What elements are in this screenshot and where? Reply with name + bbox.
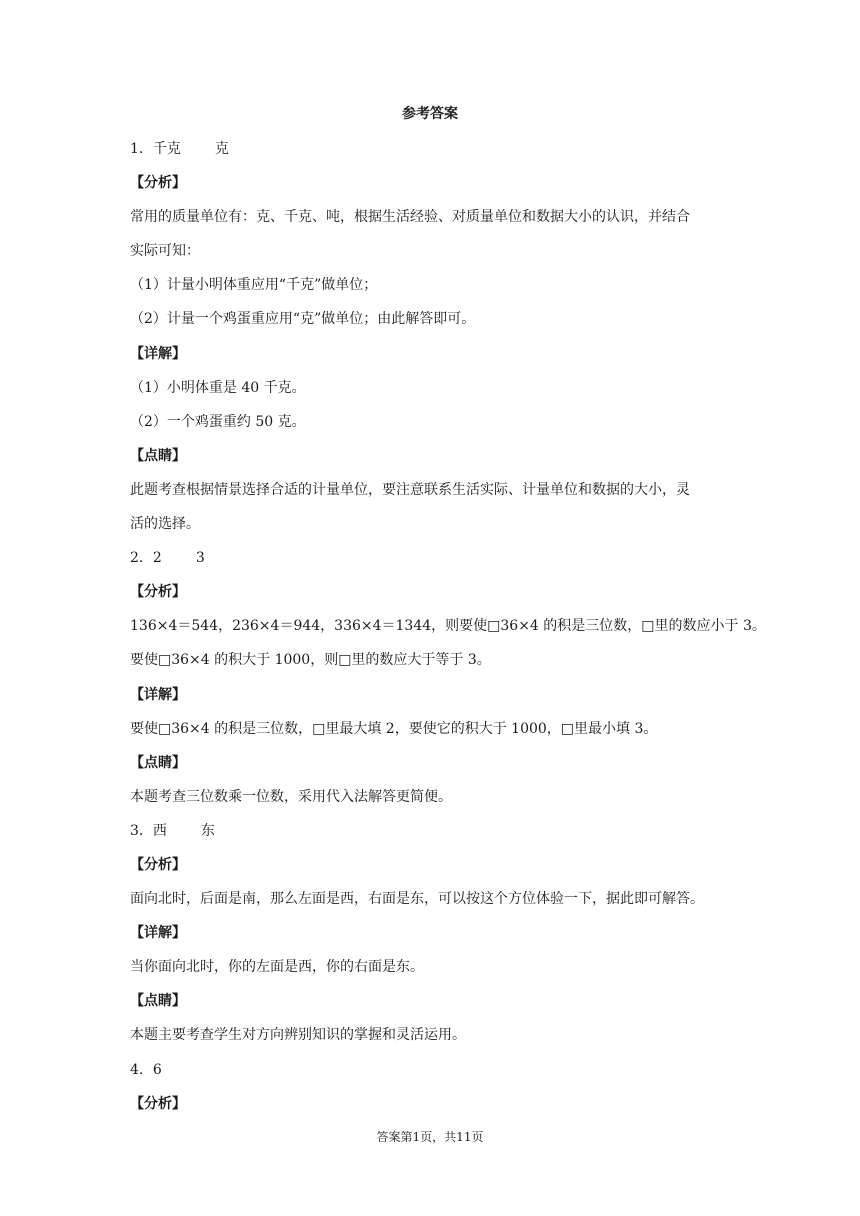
answer-3-heading xyxy=(130,814,750,848)
answer-number: 4． xyxy=(130,1061,153,1078)
answer-value: 克 xyxy=(214,141,229,157)
answer-4-heading xyxy=(130,1053,750,1087)
analysis-label: 【分析】 xyxy=(130,175,186,192)
analysis-text: （1）计量小明体重应用“千克”做单位； xyxy=(130,277,378,294)
comment-text: 本题考查三位数乘一位数，采用代入法解答更简便。 xyxy=(130,788,452,805)
answer-number: 2． xyxy=(130,550,153,567)
answer-2-heading xyxy=(130,541,750,575)
analysis-text: 面向北时，后面是南，那么左面是西，右面是东，可以按这个方位体验一下，据此即可解答。 xyxy=(130,891,704,908)
answer-value: 6 xyxy=(152,1061,162,1078)
analysis-text: 实际可知： xyxy=(130,243,200,260)
answer-value: 千克 xyxy=(152,141,181,157)
detail-label: 【详解】 xyxy=(130,686,186,703)
answer-content xyxy=(130,132,766,1121)
comment-text: 此题考查根据情景选择合适的计量单位，要注意联系生活实际、计量单位和数据的大小，灵 xyxy=(130,481,690,498)
page-title: 参考答案 xyxy=(402,106,458,122)
detail-text: 当你面向北时，你的左面是西，你的右面是东。 xyxy=(130,959,424,976)
detail-text: （1）小明体重是 40 千克。 xyxy=(130,379,306,396)
answer-number: 1． xyxy=(130,141,153,157)
comment-label: 【点睛】 xyxy=(130,447,186,464)
analysis-label: 【分析】 xyxy=(130,1095,186,1112)
answer-1-heading xyxy=(130,132,750,166)
answer-value: 东 xyxy=(200,822,215,839)
answer-value: 3 xyxy=(195,550,205,567)
analysis-label: 【分析】 xyxy=(130,856,186,873)
answer-value: 西 xyxy=(152,822,167,839)
analysis-text: 136×4＝544，236×4＝944，336×4＝1344，则要使□36×4 的积是三位数，□里的数应小于 3。 xyxy=(130,618,766,635)
comment-text: 活的选择。 xyxy=(130,516,200,533)
analysis-label: 【分析】 xyxy=(130,584,186,601)
comment-text: 本题主要考查学生对方向辨别知识的掌握和灵活运用。 xyxy=(130,1027,466,1044)
analysis-text: 常用的质量单位有：克、千克、吨，根据生活经验、对质量单位和数据大小的认识，并结合 xyxy=(130,209,690,226)
comment-label: 【点睛】 xyxy=(130,754,186,771)
page-footer: 答案第1页，共11页 xyxy=(376,1130,484,1144)
detail-label: 【详解】 xyxy=(130,345,186,362)
comment-label: 【点睛】 xyxy=(130,993,186,1010)
detail-label: 【详解】 xyxy=(130,925,186,942)
detail-text: （2）一个鸡蛋重约 50 克。 xyxy=(130,413,306,430)
answer-value: 2 xyxy=(152,550,162,567)
analysis-text: 要使□36×4 的积大于 1000，则□里的数应大于等于 3。 xyxy=(130,652,491,669)
answer-number: 3． xyxy=(130,822,153,839)
detail-text: 要使□36×4 的积是三位数，□里最大填 2，要使它的积大于 1000，□里最小填 3。 xyxy=(130,720,658,737)
analysis-text: （2）计量一个鸡蛋重应用“克”做单位；由此解答即可。 xyxy=(130,311,476,328)
